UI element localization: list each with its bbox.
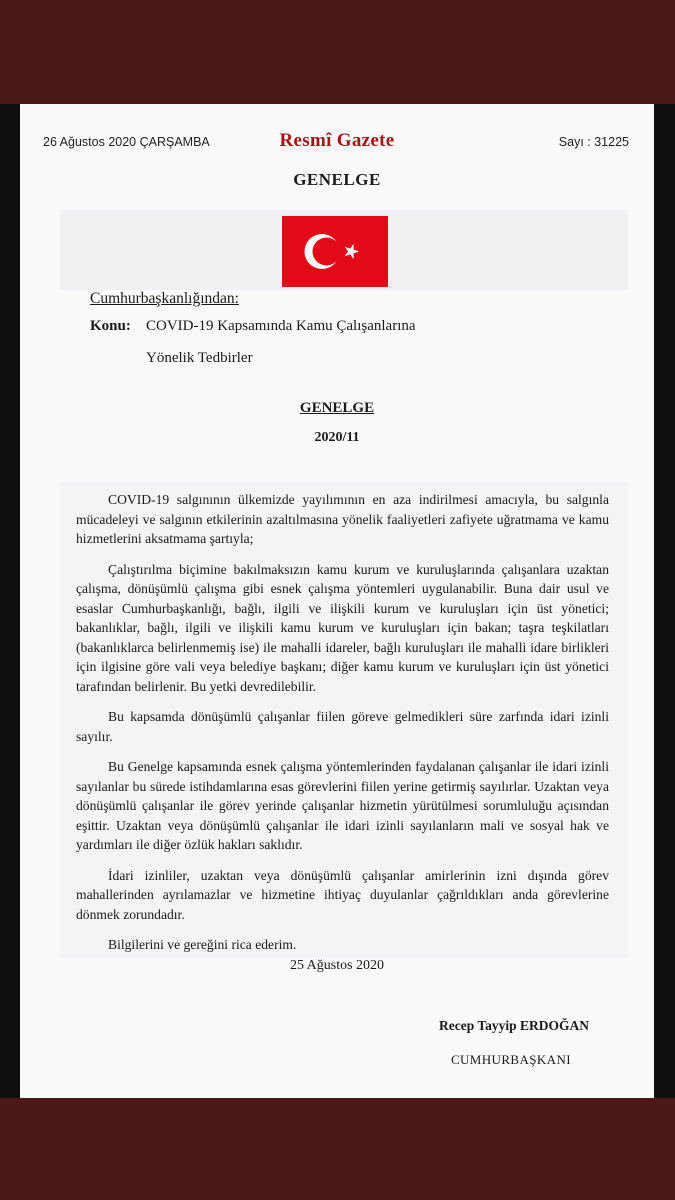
body-paragraph: Bu kapsamda dönüşümlü çalışanlar fiilen göreve gelmedikleri süre zarfında idari izinli sayılır. (76, 709, 609, 744)
body-paragraph: COVID-19 salgınının ülkemizde yayılımının en aza indirilmesi amacıyla, bu salgınla mücadeleyi ve salgının etkilerinin azaltılmasına yönelik faaliyetleri zafiyete uğratmama ve kamu hizmetlerini aksatmama şartıyla; (76, 492, 609, 546)
subject-text (146, 310, 466, 374)
masthead (20, 130, 654, 154)
issuing-authority: Cumhurbaşkanlığından: (90, 290, 239, 307)
signer-title: CUMHURBAŞKANI (450, 1052, 571, 1067)
signing-date: 25 Ağustos 2020 (289, 958, 385, 973)
gazette-title: Resmî Gazete (279, 130, 395, 151)
circular-number: 2020/11 (314, 430, 360, 445)
body-paragraph: Bu Genelge kapsamında esnek çalışma yöntemlerinden faydalanan çalışanlar ile idari izinli sayılanlar bu sürede istihdamlarına esas görevlerini fiilen yerine getirmiş sayılırlar. Uzaktan veya dönüşümlü çalışanlar ile görev yerinde çalışanlar hizmetin yürütülmesi sorumluluğu açısından eşittir. Uzaktan veya dönüşümlü çalışanlar ile idari izinli sayılanların mali ve sosyal hak ve yardımları ile diğer özlük hakları saklıdır. (76, 759, 609, 852)
circular-title: GENELGE (299, 400, 375, 416)
issue-number: Sayı : 31225 (558, 135, 629, 149)
body-paragraph: Bilgilerini ve gereğini rica ederim. (108, 937, 297, 952)
section-heading: GENELGE (293, 170, 381, 189)
turkish-flag-icon (282, 216, 388, 287)
signer-name: Recep Tayyip ERDOĞAN (438, 1018, 589, 1033)
body-paragraph: İdari izinliler, uzaktan veya dönüşümlü çalışanlar amirlerinin izni dışında görev mahallerinden ayrılamazlar ve hizmetine ihtiyaç duyulanlar çağrıldıkları anda görevlerine dönmek zorundadır. (76, 867, 609, 922)
issue-date: 26 Ağustos 2020 ÇARŞAMBA (43, 135, 210, 149)
subject-block (90, 318, 416, 366)
gazette-page (20, 104, 654, 1098)
bottom-background-band (0, 1098, 675, 1200)
subject-label: Konu: (90, 318, 131, 334)
top-background-band (0, 0, 675, 104)
body-paragraph: Çalıştırılma biçimine bakılmaksızın kamu kurum ve kuruluşlarında çalışanlara uzaktan çalışma, dönüşümlü çalışma gibi esnek çalışma yöntemleri uygulanabilir. Buna dair usul ve esaslar Cumhurbaşkanlığı, bağlı, ilgili ve ilişkili kurum ve kuruluşları için üst yönetici; bakanlıklar, bağlı, ilgili ve ilişkili kamu kurum ve kuruluşları için bakan; taşra teşkilatları (bakanlıklarca belirlenmemiş ise) ile mahalli idareler, bağlı kuruluşları ile mahalli idare birlikleri için ilgisine göre vali veya belediye başkanı; diğer kamu kurum ve kuruluşları için üst yönetici tarafından belirlenir. Bu yetki devredilebilir. (76, 561, 609, 694)
subject-line: COVID-19 Kapsamında Kamu Çalışanlarına (146, 318, 416, 334)
crescent-inner (313, 238, 341, 266)
subject-line: Yönelik Tedbirler (146, 350, 253, 366)
circular-body (76, 490, 609, 966)
